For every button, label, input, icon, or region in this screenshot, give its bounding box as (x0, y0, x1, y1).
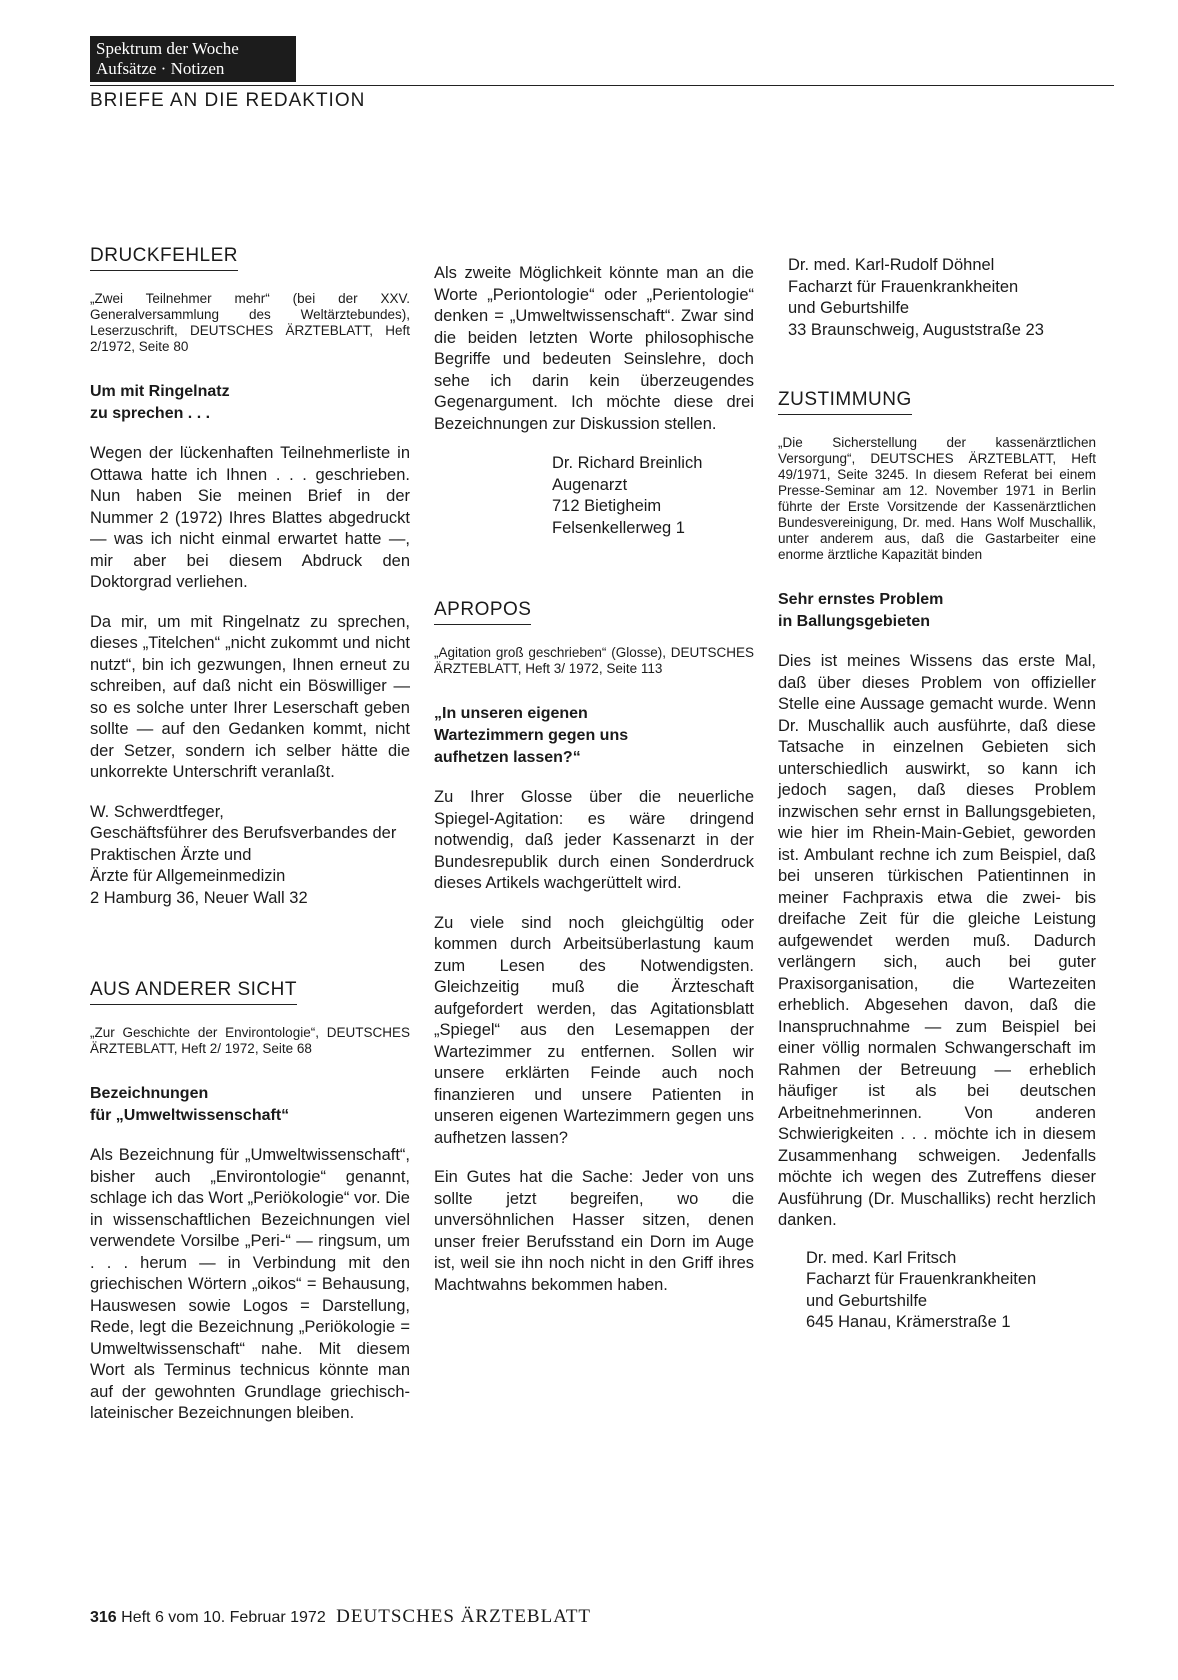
signature-line: und Geburtshilfe (806, 1291, 928, 1310)
page-number: 316 (90, 1609, 117, 1626)
signature-line: 645 Hanau, Krämerstraße 1 (806, 1313, 1011, 1331)
signature-line: Dr. med. Karl-Rudolf Döhnel (788, 256, 995, 274)
column-3 (778, 245, 1096, 1334)
apropos-subtitle-1: „In unseren eigenen (434, 705, 588, 722)
signature-line: und Geburtshilfe (788, 299, 910, 317)
signature-line: 33 Braunschweig, Auguststraße 23 (788, 320, 1044, 339)
signature-line: Facharzt für Frauenkrankheiten (806, 1270, 1037, 1288)
apropos-subtitle-2: Wartezimmern gegen uns (434, 727, 629, 744)
section-title: BRIEFE AN DIE REDAKTION (90, 90, 366, 111)
druckfehler-subtitle-1: Um mit Ringelnatz (90, 383, 230, 400)
signature-line: Felsenkellerweg 1 (552, 518, 685, 537)
aus-anderer-sicht-subtitle-1: Bezeichnungen (90, 1085, 209, 1102)
zustimmung-section (778, 389, 1096, 1334)
zustimmung-subtitle-1: Sehr ernstes Problem (778, 591, 944, 608)
zustimmung-reference: „Die Sicherstellung der kassenärztlichen Versorgung“, DEUTSCHES ÄRZTEBLATT, Heft 49/1971, Seite 3245. In diesem Referat bei einem Presse-Seminar am 12. November 1971 in Berlin führte der Erste Vorsitzende der Kassenärztlichen Bundesvereinigung, Dr. med. Hans Wolf Muschallik, unter anderem aus, daß die Gastarbeiter eine enorme ärztliche Kapazität binden (778, 435, 1096, 562)
signature-line: Ärzte für Allgemeinmedizin (90, 867, 286, 885)
aus-anderer-sicht-heading: AUS ANDERER SICHT (90, 979, 297, 1005)
apropos-section (434, 599, 754, 1296)
aus-anderer-sicht-subtitle-2: für „Umweltwissenschaft“ (90, 1107, 290, 1124)
signature-line: Dr. med. Karl Fritsch (806, 1248, 957, 1267)
zustimmung-paragraph-1: Dies ist meines Wissens das erste Mal, daß über dieses Problem von offizieller Stelle eine Aussage gemacht wurde. Wenn Dr. Muschallik auch ausführte, daß diese Tatsache in einzelnen Gebieten sich unterschiedlich auswirkt, so kann ich jedoch sagen, daß dieses Problem inzwischen sehr ernst in Ballungsgebieten, wie hier im Rhein-Main-Gebiet, geworden ist. Ambulant rechne ich zum Beispiel, daß bei unseren türkischen Patientinnen in meiner Fachpraxis etwa die zwei- bis dreifache Zeit für die gleiche Leistung aufgewendet werden muß. Dadurch verlängern sich, auch bei guter Praxisorganisation, die Wartezeiten erheblich. Abgesehen davon, daß die Inanspruchnahme — zum Beispiel bei einer völlig normalen Schwangerschaft im Rahmen der Betreuung — erheblich häufiger ist als bei deutschen Arbeitnehmerinnen. Von anderen Schwierigkeiten . . . möchte ich in diesem Zusammenhang schweigen. Jedenfalls möchte ich wegen des Zutreffens dieser Ausführung (Dr. Muschalliks) recht herzlich danken. (778, 652, 1096, 1229)
zustimmung-signature (778, 1248, 1096, 1334)
druckfehler-heading: DRUCKFEHLER (90, 245, 238, 271)
publication-brand: DEUTSCHES ÄRZTEBLATT (336, 1606, 592, 1627)
section-label-line1: Spektrum der Woche (96, 39, 239, 58)
apropos-heading: APROPOS (434, 599, 531, 625)
zustimmung-subtitle-2: in Ballungsgebieten (778, 613, 931, 630)
column-1 (90, 245, 410, 1425)
issue-info: Heft 6 vom 10. Februar 1972 (121, 1609, 326, 1626)
signature-line: W. Schwerdtfeger, (90, 802, 224, 821)
apropos-paragraph-2: Zu viele sind noch gleichgültig oder kommen durch Arbeitsüberlastung kaum zum Lesen des Notwendigsten. Gleichzeitig muß die Ärzteschaft aufgefordert werden, das Agitationsblatt „Spiegel“ aus den Lesemappen der Wartezimmer zu entfernen. Sollen wir unsere erklärten Feinde auch noch finanzieren und unsere Patienten in unseren eigenen Wartezimmern gegen uns aufhetzen lassen? (434, 913, 754, 1147)
druckfehler-paragraph-2: Da mir, um mit Ringelnatz zu sprechen, dieses „Titelchen“ „nicht zukommt und nicht nutzt“, bin ich gezwungen, Ihnen erneut zu schreiben, auf daß nicht ein Böswilliger — so es solche unter Ihrer Leserschaft geben sollte — auf den Gedanken kommt, nicht der Setzer, sondern ich selber hätte die unkorrekte Unterschrift veranlaßt. (90, 612, 410, 781)
aus-anderer-sicht-section (90, 979, 410, 1425)
column-2 (434, 245, 754, 1296)
apropos-paragraph-1: Zu Ihrer Glosse über die neuerliche Spiegel-Agitation: es wäre dringend notwendig, daß jeder Kassenarzt in der Bundesrepublik durch einen Sonderdruck dieses Artikels wachgerüttelt wird. (434, 788, 754, 892)
druckfehler-signature (90, 802, 410, 910)
signature-line: Augenarzt (552, 475, 628, 494)
signature-line: 2 Hamburg 36, Neuer Wall 32 (90, 888, 308, 907)
aus-anderer-sicht-reference: „Zur Geschichte der Environtologie“, DEUTSCHES ÄRZTEBLATT, Heft 2/ 1972, Seite 68 (90, 1025, 410, 1056)
signature-line: 712 Bietigheim (552, 497, 662, 515)
zustimmung-heading: ZUSTIMMUNG (778, 389, 912, 415)
apropos-paragraph-3: Ein Gutes hat die Sache: Jeder von uns sollte jetzt begreifen, wo die unversöhnlichen Hasser sitzen, denen unser freier Berufsstand ein Dorn im Auge ist, weil sie ihn noch nicht in den Griff ihres Machtwahns bekommen haben. (434, 1168, 754, 1294)
signature-line: Geschäftsführer des Berufsverbandes der Praktischen Ärzte und (90, 824, 397, 864)
druckfehler-subtitle-2: zu sprechen . . . (90, 405, 211, 422)
apropos-reference: „Agitation groß geschrieben“ (Glosse), DEUTSCHES ÄRZTEBLATT, Heft 3/ 1972, Seite 113 (434, 645, 754, 676)
page-footer (90, 1606, 591, 1628)
section-label (90, 36, 296, 82)
aus-anderer-sicht-paragraph-1: Als Bezeichnung für „Umweltwissenschaft“, bisher auch „Environtologie“ genannt, schlage ich das Wort „Periökologie“ vor. Die in wissenschaftlichen Bezeichnungen viel verwendete Vorsilbe „Peri-“ — ringsum, um . . . herum — in Verbindung mit den griechischen Wörtern „oikos“ = Behausung, Hauswesen sowie Logos = Darstellung, Rede, legt die Bezeichnung „Periökologie = Umweltwissenschaft“ nahe. Mit diesem Wort als Terminus technicus könnte man auf der gewohnten Grundlage griechisch-lateinischer Bezeichnungen bleiben. (90, 1146, 410, 1422)
druckfehler-reference: „Zwei Teilnehmer mehr“ (bei der XXV. Generalversammlung des Weltärztebundes), Leserzuschrift, DEUTSCHES ÄRZTEBLATT, Heft 2/1972, Seite 80 (90, 291, 410, 354)
signature-line: Dr. Richard Breinlich (552, 454, 703, 472)
druckfehler-paragraph-1: Wegen der lückenhaften Teilnehmerliste in Ottawa hatte ich Ihnen . . . geschrieben. Nun haben Sie meinen Brief in der Nummer 2 (1972) Ihres Blattes abgedruckt — was ich nicht einmal erwartet hatte —, mir aber bei diesem Abdruck den Doktorgrad verliehen. (90, 444, 410, 591)
aus-anderer-sicht-signature (434, 453, 754, 539)
header-rule (90, 85, 1114, 86)
signature-line: Facharzt für Frauenkrankheiten (788, 277, 1019, 296)
apropos-subtitle-3: aufhetzen lassen?“ (434, 749, 581, 766)
section-label-line2: Aufsätze · Notizen (96, 59, 225, 78)
apropos-signature (778, 255, 1096, 341)
aus-anderer-sicht-paragraph-2: Als zweite Möglichkeit könnte man an die Worte „Periontologie“ oder „Perientologie“ denken = „Umweltwissenschaft“. Zwar sind die beiden letzten Worte philosophische Begriffe und bedeuten Seinslehre, doch sehe ich darin kein überzeugendes Gegenargument. Ich möchte diese drei Bezeichnungen zur Diskussion stellen. (434, 264, 754, 433)
